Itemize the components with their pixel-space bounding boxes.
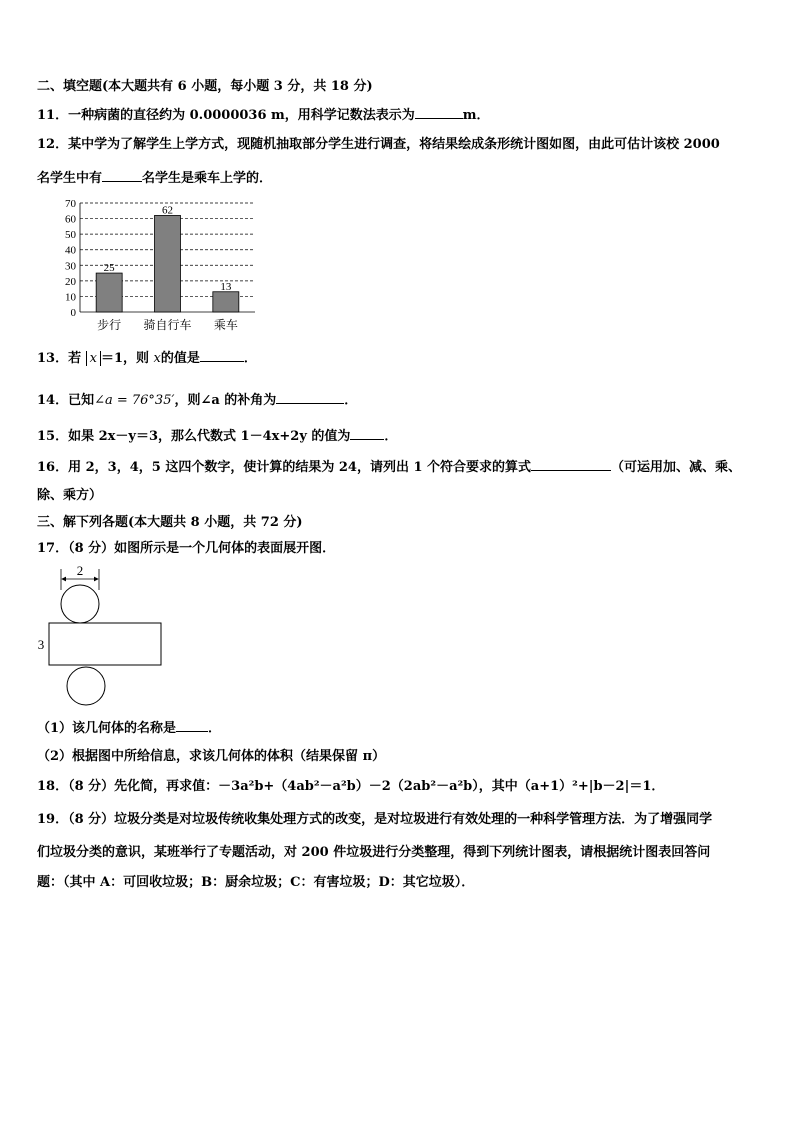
lateral-rectangle xyxy=(49,623,161,665)
y-tick-label: 60 xyxy=(65,213,76,226)
q14-a: 14．已知 xyxy=(37,393,95,408)
q12-blank xyxy=(102,169,142,182)
y-tick-label: 70 xyxy=(65,198,76,210)
q16-blank xyxy=(531,458,611,471)
q11-blank xyxy=(415,106,463,119)
question-19-line3: 题：（其中 A：可回收垃圾；B：厨余垃圾；C：有害垃圾；D：其它垃圾）． xyxy=(37,875,475,890)
q16-text-a: 16．用 2，3，4，5 这四个数字，使计算的结果为 24，请列出 1 个符合要求的算式 xyxy=(37,460,532,475)
q15-text: 15．如果 2x－y＝3，那么代数式 1－4x+2y 的值为 xyxy=(37,429,351,444)
q15-blank xyxy=(350,427,384,440)
q17-blank xyxy=(176,719,208,732)
section-3-title: 三、解下列各题(本大题共 8 小题，共 72 分) xyxy=(37,515,303,530)
q12-text-a: 名学生中有 xyxy=(37,171,103,186)
question-17-sub2: （2）根据图中所给信息，求该几何体的体积（结果保留 π） xyxy=(37,749,386,764)
q14-blank xyxy=(276,391,344,404)
q11-text: 11．一种病菌的直径约为 0.0000036 m，用科学记数法表示为 xyxy=(37,108,415,123)
section-2-title: 二、填空题(本大题共有 6 小题，每小题 3 分，共 18 分) xyxy=(37,79,373,94)
category-label: 骑自行车 xyxy=(143,318,192,332)
y-tick-label: 40 xyxy=(65,244,76,257)
bottom-circle xyxy=(67,667,105,705)
q13-e: 的值是 xyxy=(160,351,200,366)
q14-tail: ． xyxy=(344,393,358,408)
question-18: 18．（8 分）先化简，再求值：－3a²b+（4ab²－a²b）－2（2ab²－a²b），其中（a+1）²+|b－2|＝1． xyxy=(37,779,665,794)
data-label: 62 xyxy=(162,204,173,217)
q17-sub1-text: （1）该几何体的名称是 xyxy=(37,721,177,736)
q13-abs-x: x xyxy=(86,351,101,366)
q14-angle: ∠a = 76°35′ xyxy=(94,393,175,408)
y-tick-label: 0 xyxy=(70,307,76,319)
data-label: 25 xyxy=(103,262,115,275)
question-16-line2: 除、乘方） xyxy=(37,488,103,503)
q16-text-b: （可运用加、减、乘、 xyxy=(611,460,742,475)
net-diagram xyxy=(30,560,170,710)
q17-sub1-tail: ． xyxy=(208,721,222,736)
q15-tail: ． xyxy=(384,429,398,444)
question-12-line2 xyxy=(37,169,272,187)
dim-top-label: 2 xyxy=(76,563,84,578)
question-17-sub1 xyxy=(37,719,221,737)
question-17-title: 17．（8 分）如图所示是一个几何体的表面展开图． xyxy=(37,541,336,556)
q13-blank xyxy=(200,349,244,362)
bar-1 xyxy=(155,215,181,312)
y-tick-label: 20 xyxy=(65,275,76,288)
question-15 xyxy=(37,427,397,445)
question-16-line1 xyxy=(37,458,741,476)
question-14 xyxy=(37,391,357,409)
q13-tail: ． xyxy=(243,351,257,366)
q13-c: ＝1，则 xyxy=(100,351,150,366)
dim-side-label: 3 xyxy=(37,637,45,652)
question-19-line2: 们垃圾分类的意识，某班举行了专题活动，对 200 件垃圾进行分类整理，得到下列统计图表，请根据统计图表回答问 xyxy=(37,845,711,860)
q13-x: x xyxy=(153,351,161,366)
q11-tail: m． xyxy=(462,108,490,123)
question-19-line1: 19．（8 分）垃圾分类是对垃圾传统收集处理方式的改变，是对垃圾进行有效处理的一种科学管理方法．为了增强同学 xyxy=(37,812,713,827)
y-tick-label: 30 xyxy=(65,260,76,273)
category-label: 步行 xyxy=(97,318,122,332)
category-label: 乘车 xyxy=(213,318,238,332)
y-tick-label: 10 xyxy=(65,291,76,304)
question-13 xyxy=(37,349,257,367)
bar-0 xyxy=(96,273,122,312)
q13-a: 13．若 xyxy=(37,351,82,366)
q12-text-b: 名学生是乘车上学的． xyxy=(142,171,273,186)
question-12-line1: 12．某中学为了解学生上学方式，现随机抽取部分学生进行调查，将结果绘成条形统计图如图，由此可估计该校 2000 xyxy=(37,137,720,152)
q14-b: ，则∠a 的补角为 xyxy=(174,393,277,408)
y-tick-label: 50 xyxy=(65,229,76,242)
data-label: 13 xyxy=(220,280,232,293)
bar-chart xyxy=(50,193,280,338)
question-11 xyxy=(37,106,490,124)
bar-2 xyxy=(213,292,239,312)
top-circle xyxy=(61,585,99,623)
